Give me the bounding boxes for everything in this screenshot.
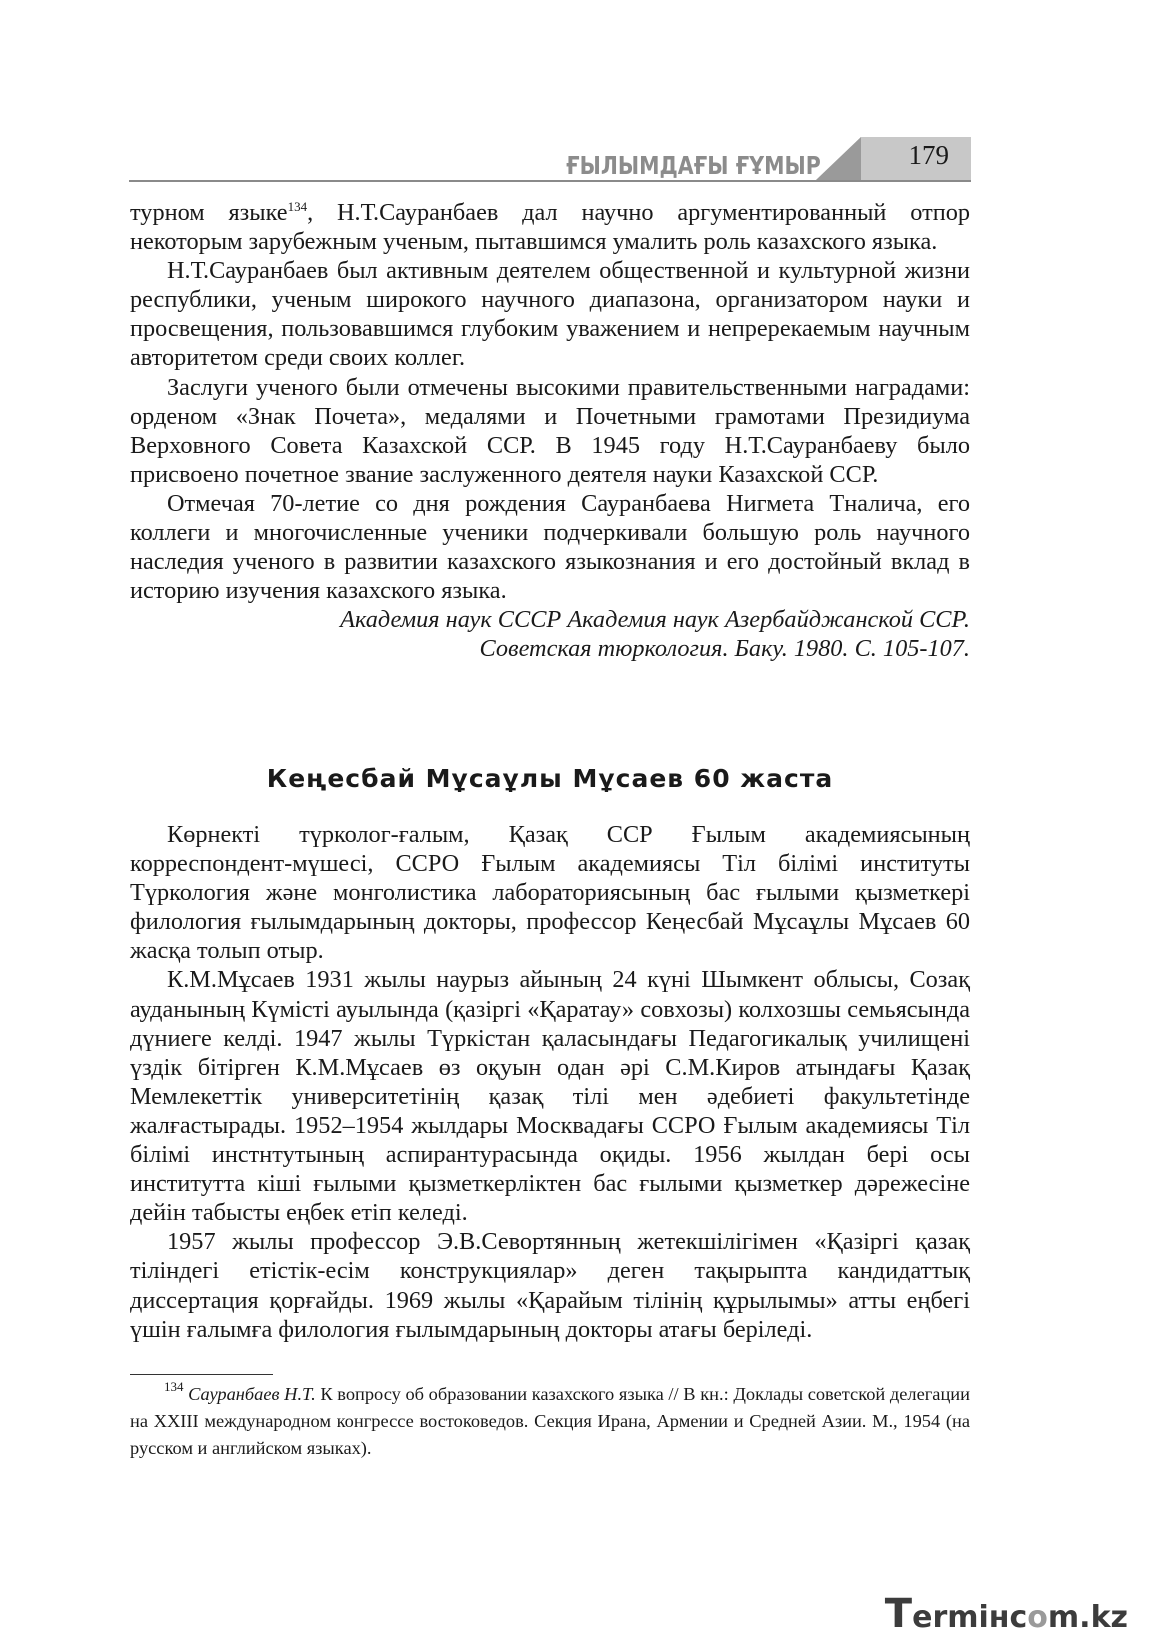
- header-rule: [129, 180, 971, 182]
- article-body: [130, 820, 970, 1344]
- paragraph: Заслуги ученого были отмечены высокими правительственными наградами: орденом «Знак Почета», медалями и Почетными грамотами Президиума Верховного Совета Казахской ССР. В 1945 году Н.Т.Сауранбаеву было присвоено почетное звание заслуженного деятеля науки Казахской ССР.: [130, 373, 970, 488]
- page-number: 179: [908, 140, 949, 170]
- footnote-number: 134: [164, 1379, 184, 1394]
- paragraph: 1957 жылы профессор Э.В.Севортянның жетекшілігімен «Қазіргі қазақ тіліндегі етістік-есім конструкциялар» деген тақырыпта кандидаттық диссертация қорғайды. 1969 жылы «Қарайым тілінің құрылымы» атты еңбегі үшін ғалымға филология ғылымдарының докторы атағы беріледі.: [130, 1228, 970, 1343]
- paragraph: Н.Т.Сауранбаев был активным деятелем общественной и культурной жизни республики, ученым широкого научного диапазона, организатором науки и просвещения, пользовавшимся глубоким уважением и непререкаемым научным авторитетом среди своих коллег.: [130, 257, 970, 372]
- paragraph: К.М.Мұсаев 1931 жылы наурыз айының 24 күні Шымкент облысы, Созақ ауданының Күмісті ауылында (қазіргі «Қаратау» совхозы) колхозшы семьясында дүниеге келді. 1947 жылы Түркістан қаласындағы Педагогикалық училищені үздік бітірген К.М.Мұсаев өз оқуын одан әрі С.М.Киров атындағы Қазақ Мемлекеттік университетінің қазақ тілі мен әдебиеті факультетінде жалғастырады. 1952–1954 жылдары Москвадағы ССРО Ғылым академиясы Тіл білімі инстнтутының аспирантурасында оқиды. 1956 жылдан бері осы институтта кіші ғылыми қызметкерліктен бас ғылыми қызметкер дәрежесіне дейін табысты еңбек етіп келеді.: [130, 966, 970, 1227]
- watermark-logo: Termінcom.kz: [884, 1591, 1128, 1637]
- section-heading: Кеңесбай Мұсаұлы Мұсаев 60 жаста: [266, 764, 834, 793]
- footnote-author: Сауранбаев Н.Т.: [188, 1384, 316, 1404]
- citation-line: Академия наук СССР Академия наук Азербайджанской ССР.: [340, 606, 970, 634]
- footnote-separator: [130, 1374, 273, 1375]
- page-header: [129, 137, 971, 187]
- paragraph: Көрнекті түрколог-ғалым, Қазақ ССР Ғылым академиясының корреспондент-мүшесі, ССРО Ғылым академиясы Тіл білімі институты Түркология және монголистика лабораториясының бас ғылыми қызметкері филология ғылымдарының докторы, профессор Кеңесбай Мұсаұлы Мұсаев 60 жасқа толып отыр.: [130, 821, 970, 965]
- running-head-title: ҒЫЛЫМДАҒЫ ҒҰМЫР: [566, 151, 821, 180]
- footnote-ref[interactable]: 134: [287, 199, 308, 214]
- article-continuation: [130, 198, 970, 664]
- footnote: [130, 1381, 970, 1462]
- citation-line: Советская тюркология. Баку. 1980. С. 105-107.: [479, 635, 970, 663]
- paragraph: турном языке$^{134}$, Н.Т.Сауранбаев дал научно аргументированный отпор некоторым зарубежным ученым, пытавшимся умалить роль казахского языка.: [130, 199, 970, 256]
- footnote-text: К вопросу об образовании казахского языка // В кн.: Доклады советской делегации на XXIII международном конгрессе востоковедов. Секция Ирана, Армении и Средней Азии. М., 1954 (на русском и английском языках).: [130, 1384, 970, 1458]
- paragraph: Отмечая 70-летие со дня рождения Сауранбаева Нигмета Тналича, его коллеги и многочисленные ученики подчеркивали большую роль научного наследия ученого в развитии казахского языкознания и его достойный вклад в историю изучения казахского языка.: [130, 489, 970, 605]
